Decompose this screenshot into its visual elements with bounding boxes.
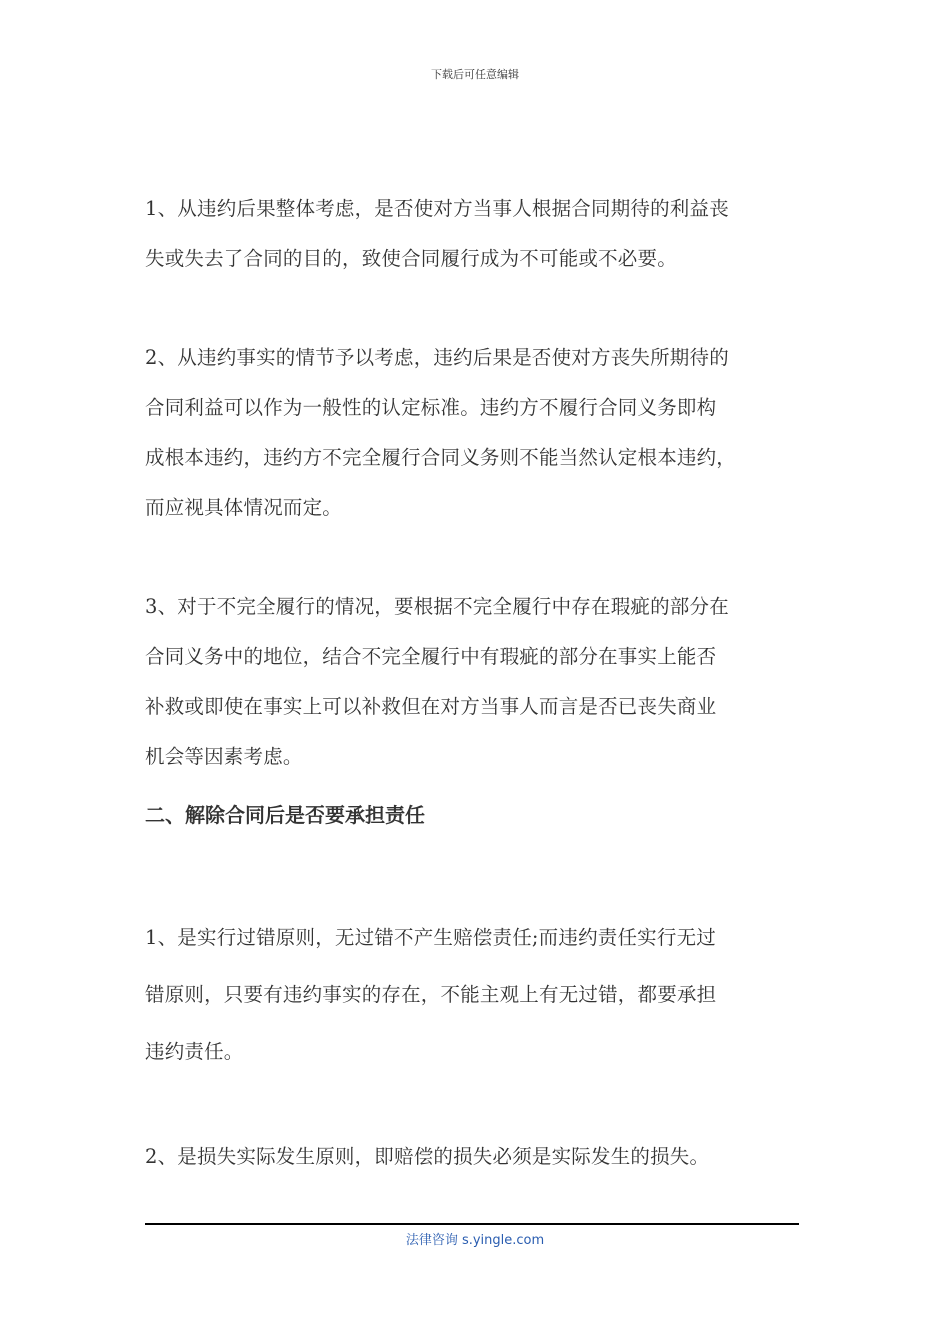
- text-line: 1、是实行过错原则，无过错不产生赔偿责任;而违约责任实行无过: [145, 926, 716, 949]
- text-line: 机会等因素考虑。: [145, 745, 303, 768]
- paragraph-1: [145, 184, 810, 284]
- text-line: 错原则，只要有违约事实的存在，不能主观上有无过错，都要承担: [145, 983, 717, 1006]
- text-line: 合同义务中的地位，结合不完全履行中有瑕疵的部分在事实上能否: [145, 645, 717, 668]
- text-line: 2、从违约事实的情节予以考虑，违约后果是否使对方丧失所期待的: [145, 346, 729, 369]
- text-line: 3、对于不完全履行的情况，要根据不完全履行中存在瑕疵的部分在: [145, 595, 729, 618]
- text-line: 合同利益可以作为一般性的认定标准。违约方不履行合同义务即构: [145, 396, 717, 419]
- footer-divider: [145, 1223, 799, 1225]
- text-line: 补救或即使在事实上可以补救但在对方当事人而言是否已丧失商业: [145, 695, 717, 718]
- text-line: 成根本违约，违约方不完全履行合同义务则不能当然认定根本违约，: [145, 446, 737, 469]
- text-line: 违约责任。: [145, 1040, 244, 1063]
- paragraph-5: [145, 1132, 810, 1182]
- text-line: 1、从违约后果整体考虑，是否使对方当事人根据合同期待的利益丧: [145, 197, 729, 220]
- paragraph-2: [145, 333, 810, 533]
- footer-link[interactable]: 法律咨询 s.yingle.com: [405, 1233, 545, 1248]
- text-line: 而应视具体情况而定。: [145, 496, 343, 519]
- paragraph-4: [145, 909, 810, 1080]
- text-line: 失或失去了合同的目的，致使合同履行成为不可能或不必要。: [145, 247, 677, 270]
- paragraph-3: [145, 582, 810, 782]
- page-header: 下载后可任意编辑: [431, 68, 519, 81]
- section-heading: 二、解除合同后是否要承担责任: [145, 803, 425, 827]
- text-line: 2、是损失实际发生原则，即赔偿的损失必须是实际发生的损失。: [145, 1145, 710, 1168]
